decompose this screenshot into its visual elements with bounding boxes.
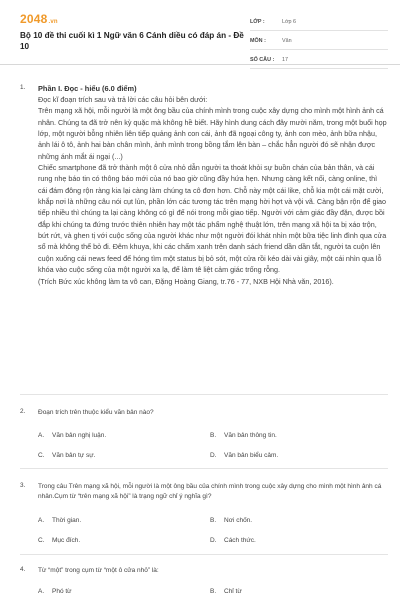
option-a[interactable] — [38, 432, 106, 439]
divider — [20, 394, 388, 395]
option-letter: A. — [38, 517, 45, 524]
instruction-text: Đọc kĩ đoạn trích sau và trả lời các câu hỏi bên dưới: — [38, 95, 208, 104]
question-number: 4. — [20, 566, 26, 573]
option-a[interactable] — [38, 588, 72, 595]
exam-meta — [250, 14, 388, 71]
option-text: Văn bản biểu cảm. — [224, 452, 279, 459]
option-text: Nơi chốn. — [224, 517, 253, 524]
option-text: Văn bản nghị luận. — [52, 432, 107, 439]
question-number: 1. — [20, 84, 26, 91]
meta-value-count: 17 — [282, 57, 288, 63]
meta-row-class — [250, 14, 388, 31]
meta-label-count: SỐ CÂU : — [250, 57, 275, 63]
option-a[interactable] — [38, 517, 81, 524]
reading-passage — [38, 84, 388, 287]
meta-row-subject — [250, 33, 388, 50]
logo-text: 2048 — [20, 12, 48, 26]
option-letter: D. — [210, 452, 217, 459]
option-letter: A. — [38, 588, 45, 595]
option-letter: A. — [38, 432, 45, 439]
option-letter: B. — [210, 432, 217, 439]
site-logo[interactable] — [20, 12, 58, 26]
question-text: Trong câu Trên mạng xã hội, mỗi người là một ông bầu của chính mình trong cuộc xây dựng cho mình một hình ảnh cá nhân.Cụm từ “trên mạng xã hội” là trạng ngữ chỉ ý nghĩa gì? — [38, 483, 382, 500]
option-b[interactable] — [210, 432, 277, 439]
option-letter: B. — [210, 517, 217, 524]
logo-suffix: .vn — [48, 19, 58, 25]
option-letter: C. — [38, 537, 45, 544]
option-letter: C. — [38, 452, 45, 459]
section-title: Phần I. Đọc - hiểu (6.0 điểm) — [38, 84, 137, 93]
option-letter: B. — [210, 588, 217, 595]
option-b[interactable] — [210, 588, 242, 595]
divider — [20, 468, 388, 469]
meta-label-class: LỚP : — [250, 19, 265, 25]
option-text: Mục đích. — [52, 537, 81, 544]
option-c[interactable] — [38, 452, 95, 459]
document-title: Bộ 10 đề thi cuối kì 1 Ngữ văn 6 Cánh diều có đáp án - Đề 10 — [20, 31, 244, 51]
question-text: Đoạn trích trên thuộc kiểu văn bản nào? — [38, 409, 154, 416]
question-number: 3. — [20, 482, 26, 489]
option-text: Văn bản tự sự. — [52, 452, 96, 459]
option-c[interactable] — [38, 537, 80, 544]
passage-paragraph-2: Chiếc smartphone đã trở thành một ô cửa nhỏ dẫn người ta thoát khỏi sự buồn chán của bản thân, và cái rung nhẹ báo tin có thông báo mới của nó bao giờ cũng đầy hứa hẹn. Nhưng càng kết nối, càng online, thì cái đám đông rộn ràng kia lại càng làm chúng ta cô đơn hơn. Chỗ này một cái like, chỗ kia một cái mặt cười, khắp nơi là những câu nói cụt lủn, phần lớn các tương tác trên mạng hời hợt và vội vã. Càng bận rộn để giao tiếp nhiều thì chúng ta lại càng không có gì để nói trong mỗi giao tiếp. Người với cảm giác đầy đặn, được bồi đắp khi chúng ta đứng trước thiên nhiên hay một tác phẩm nghệ thuật lớn, trên mạng xã hội ta bị xáo trộn, bứt rứt, và ghen tị với cuộc sống của người khác như một người đói khát nhìn một bữa tiệc linh đình qua cửa sổ mà không thể bỏ đi. Đêm khuya, khi các chấm xanh trên danh sách friend dần dần tắt, người ta cuộn lên cuộn xuống cái news feed để hóng tìm một status bị bỏ sót, một cửa rồi kéo dài vài giây, một cái nhìn qua lỗ khóa vào cuộc sống của một người xa lạ, để làm tê liệt cảm giác trống rỗng. — [38, 163, 387, 275]
meta-row-count — [250, 52, 388, 69]
option-letter: D. — [210, 537, 217, 544]
divider — [20, 554, 388, 555]
option-text: Văn bản thông tin. — [224, 432, 277, 439]
option-d[interactable] — [210, 537, 256, 544]
meta-value-class: Lớp 6 — [282, 19, 297, 25]
question-text: Từ “một” trong cụm từ “một ô cửa nhỏ” là: — [38, 567, 159, 574]
option-b[interactable] — [210, 517, 252, 524]
option-text: Thời gian. — [52, 517, 82, 524]
meta-label-subject: MÔN : — [250, 38, 266, 44]
passage-paragraph-1: Trên mạng xã hội, mỗi người là một ông bầu của chính mình trong cuộc xây dựng cho mình một hình ảnh cá nhân. Chúng ta đã trở nên kỳ quặc mà không hề biết. Hãy hình dung cách đây mười năm, trong một buổi họp lớp, một người bỗng nhiên liên tiếp quảng ảnh con cái, ảnh đã ngoại công ty, ảnh con mèo, ảnh bữa nhậu, ảnh lái ô tô, ảnh hai bàn chân mình, ảnh mình trong bồng tắm lên bàn – chắc hẳn người đó sẽ nhận được những ánh mắt ái ngại (...) — [38, 106, 387, 161]
option-text: Cách thức. — [224, 537, 256, 544]
question-number: 2. — [20, 408, 26, 415]
page-header — [0, 0, 400, 65]
option-text: Chỉ từ — [224, 588, 242, 595]
meta-value-subject: Văn — [282, 38, 292, 44]
option-d[interactable] — [210, 452, 278, 459]
option-text: Phó từ — [52, 588, 72, 595]
passage-citation: (Trích Bức xúc không làm ta vô can, Đặng Hoàng Giang, tr.76 - 77, NXB Hội Nhà văn, 2016). — [38, 276, 334, 286]
